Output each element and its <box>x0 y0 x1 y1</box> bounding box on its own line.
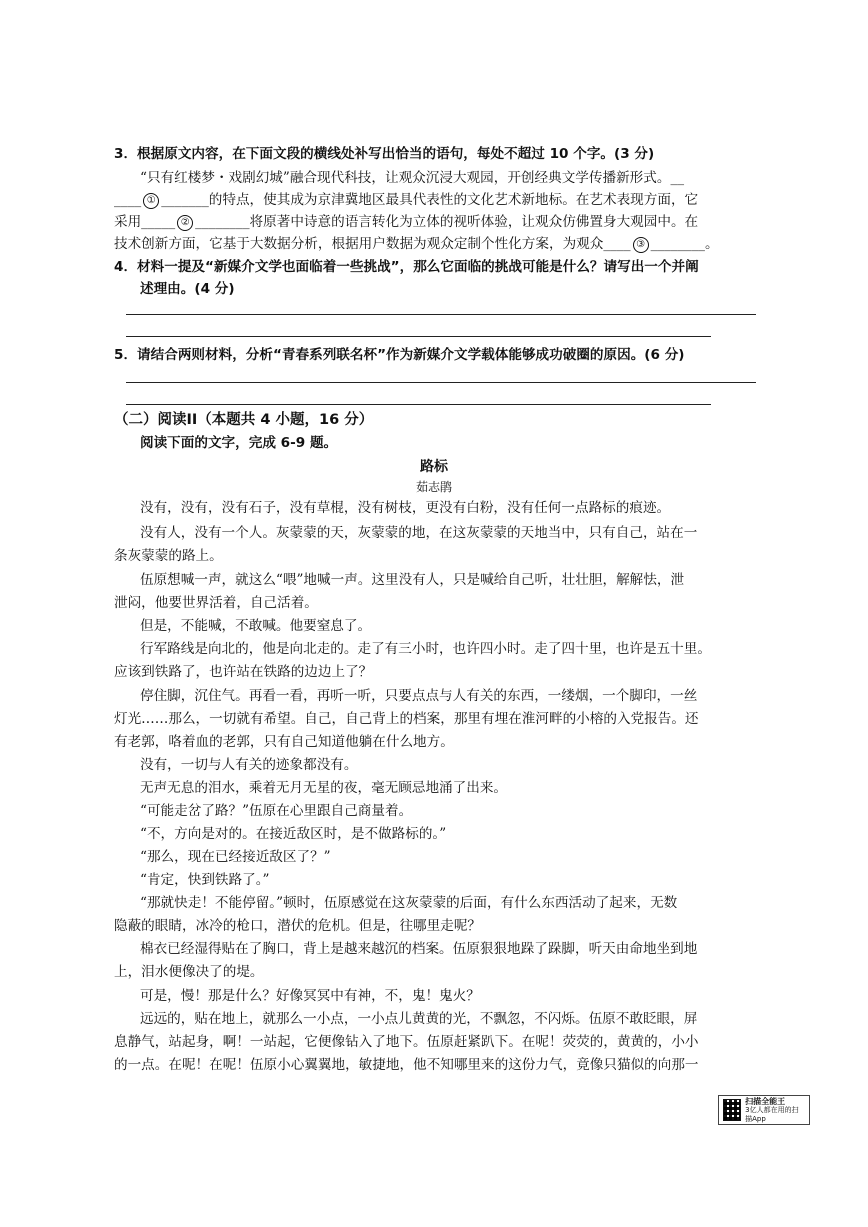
story-line: 棉衣已经湿得贴在了胸口，背上是越来越沉的档案。伍原狠狠地跺了跺脚，听天由命地坐到地 <box>140 941 698 957</box>
q5-answer-line-2[interactable] <box>126 404 711 405</box>
q3-prompt: 3．根据原文内容，在下面文段的横线处补写出恰当的语句，每处不超过 10 个字。(3 分) <box>114 146 655 162</box>
story-line: “肯定，快到铁路了。” <box>140 872 270 888</box>
story-line: 上，泪水便像决了的堤。 <box>114 964 264 980</box>
story-line: 的一点。在呢！在呢！伍原小心翼翼地，敏捷地，他不知哪里来的这份力气，竟像只猫似的向那一 <box>114 1057 699 1073</box>
story-line: 停住脚，沉住气。再看一看，再听一听，只要点点与人有关的东西，一缕烟，一个脚印，一丝 <box>140 688 698 704</box>
blank-2-lead: 采用_____ <box>114 214 176 230</box>
story-line: “那就快走！不能停留。”顿时，伍原感觉在这灰蒙蒙的后面，有什么东西活动了起来，无数 <box>140 895 678 911</box>
story-line: “不，方向是对的。在接近敌区时，是不做路标的。” <box>140 826 447 842</box>
qr-code-icon <box>723 1099 741 1121</box>
story-line: 没有，没有，没有石子，没有草棍，没有树枝，更没有白粉，没有任何一点路标的痕迹。 <box>140 500 671 516</box>
q4-answer-line-2[interactable] <box>126 336 711 337</box>
story-line: 息静气，站起身，啊！一站起，它便像钻入了地下。伍原赶紧趴下。在呢！荧荧的，黄黄的，小小 <box>114 1034 699 1050</box>
story-line: 泄闷，他要世界活着，自己活着。 <box>114 595 318 611</box>
story-line: 远远的，贴在地上，就那么一小点，一小点儿黄黄的光，不飘忽，不闪烁。伍原不敢眨眼，屏 <box>140 1011 698 1027</box>
q5-answer-line-1[interactable] <box>126 382 756 383</box>
story-line: 行军路线是向北的，他是向北走的。走了有三小时，也许四小时。走了四十里，也许是五十里。 <box>140 641 711 657</box>
blank-1-marker: ① <box>143 193 159 209</box>
q3-text-line3-rest: ________将原著中诗意的语言转化为立体的视听体验，让观众仿佛置身大观园中。在 <box>195 214 699 230</box>
q3-text-line1: “只有红楼梦・戏剧幻城”融合现代科技，让观众沉浸大观园，开创经典文学传播新形式。__ <box>140 170 685 186</box>
scanner-watermark-text <box>745 1097 805 1124</box>
story-line: “那么，现在已经接近敌区了？” <box>140 849 331 865</box>
story-line: 灯光……那么，一切就有希望。自己，自己背上的档案，那里有埋在淮河畔的小榕的入党报告。还 <box>114 711 699 727</box>
story-line: 有老郭，咯着血的老郭，只有自己知道他躺在什么地方。 <box>114 734 454 750</box>
blank-2-marker: ② <box>177 215 193 231</box>
blank-1-lead: ____ <box>114 192 142 208</box>
story-line: 但是，不能喊，不敢喊。他要窒息了。 <box>140 618 372 634</box>
story-line: 可是，慢！那是什么？好像冥冥中有神，不，鬼！鬼火？ <box>140 988 480 1004</box>
story-line: 隐蔽的眼睛，冰冷的枪口，潜伏的危机。但是，往哪里走呢？ <box>114 918 482 934</box>
q3-text-line4 <box>114 233 756 255</box>
story-line: 条灰蒙蒙的路上。 <box>114 548 223 564</box>
section-instruction: 阅读下面的文字，完成 6-9 题。 <box>140 435 338 451</box>
story-line: 应该到铁路了，也许站在铁路的边边上了？ <box>114 664 373 680</box>
story-title: 路标 <box>420 459 448 475</box>
blank-3-marker: ③ <box>633 237 649 253</box>
section-heading: （二）阅读II（本题共 4 小题，16 分） <box>114 412 374 428</box>
scanner-tagline: 3亿人都在用的扫描App <box>745 1105 799 1123</box>
q4-prompt-line1: 4．材料一提及“新媒介文学也面临着一些挑战”，那么它面临的挑战可能是什么？请写出一个并阐 <box>114 259 699 275</box>
story-line: “可能走岔了路？”伍原在心里跟自己商量着。 <box>140 803 413 819</box>
q5-prompt: 5．请结合两则材料，分析“青春系列联名杯”作为新媒介文学载体能够成功破圈的原因。(6 分) <box>114 347 685 363</box>
story-line: 无声无息的泪水，乘着无月无星的夜，毫无顾忌地涌了出来。 <box>140 780 508 796</box>
blank-3-tail: ________。 <box>650 236 719 252</box>
q3-text-line4-lead: 技术创新方面，它基于大数据分析，根据用户数据为观众定制个性化方案，为观众____ <box>114 236 631 252</box>
q3-text-line3 <box>114 211 756 233</box>
scanner-watermark <box>718 1095 810 1125</box>
q3-text-line2 <box>114 189 756 211</box>
story-line: 没有，一切与人有关的迹象都没有。 <box>140 757 358 773</box>
q4-answer-line-1[interactable] <box>126 314 756 315</box>
q3-text-line2-rest: _______的特点，使其成为京津冀地区最具代表性的文化艺术新地标。在艺术表现方面，它 <box>161 192 699 208</box>
story-line: 伍原想喊一声，就这么“喂”地喊一声。这里没有人，只是喊给自己听，壮壮胆，解解怯，泄 <box>140 572 685 588</box>
scanner-brand: 扫描全能王 <box>745 1096 786 1106</box>
q4-prompt-line2: 述理由。(4 分) <box>140 281 235 297</box>
story-author: 茹志鹃 <box>415 480 452 494</box>
story-line: 没有人，没有一个人。灰蒙蒙的天，灰蒙蒙的地，在这灰蒙蒙的天地当中，只有自己，站在一 <box>140 525 698 541</box>
